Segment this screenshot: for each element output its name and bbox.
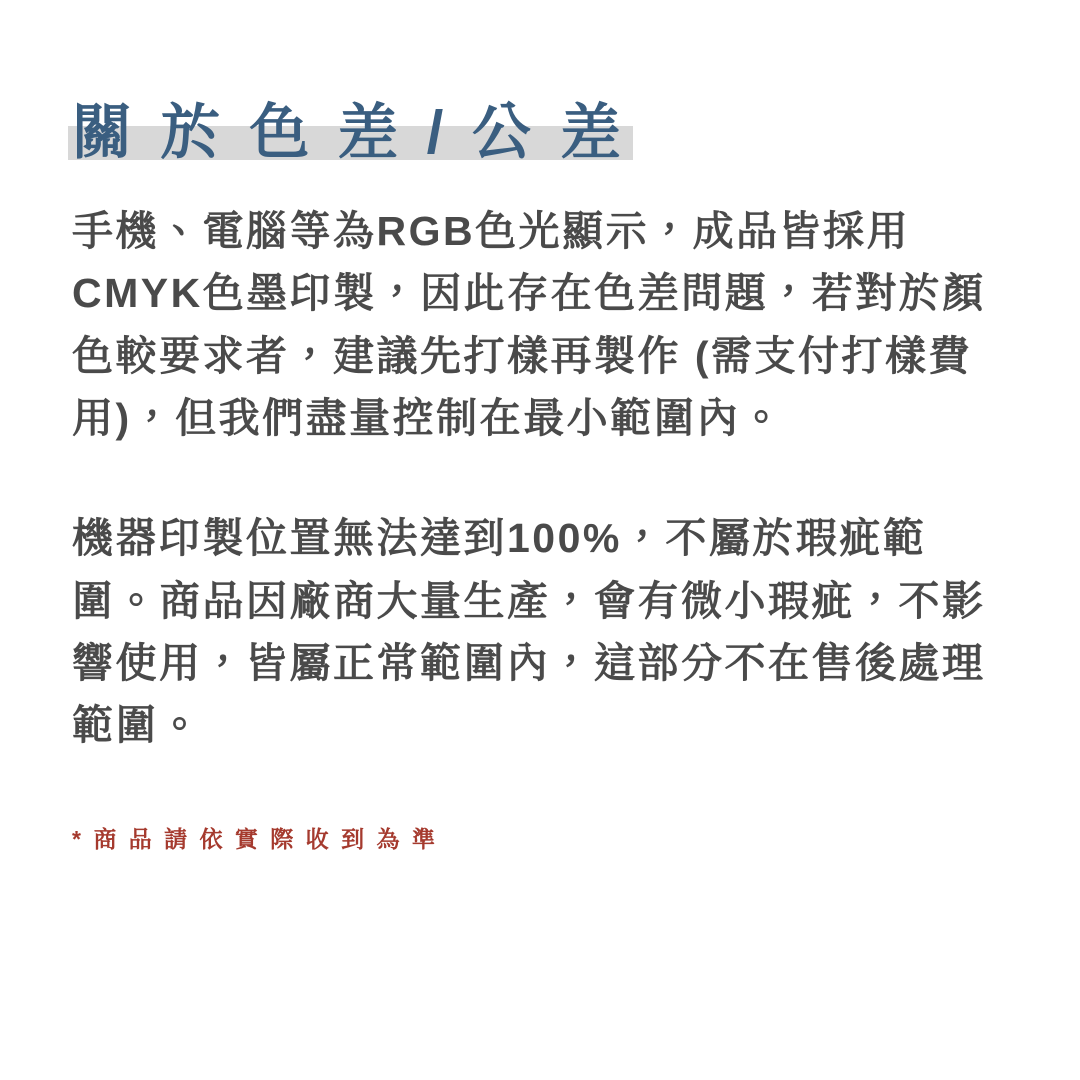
paragraph-color-difference: 手機、電腦等為RGB色光顯示，成品皆採用CMYK色墨印製，因此存在色差問題，若對於顏色較要求者，建議先打樣再製作 (需支付打樣費用)，但我們盡量控制在最小範圍內。 bbox=[72, 208, 986, 441]
page-title: 關 於 色 差 / 公 差 bbox=[72, 99, 627, 166]
page-title-wrapper bbox=[72, 100, 627, 166]
footnote-disclaimer: * 商 品 請 依 實 際 收 到 為 準 bbox=[72, 825, 438, 852]
paragraph-print-tolerance: 機器印製位置無法達到100%，不屬於瑕疵範圍。商品因廠商大量生產，會有微小瑕疵，不影響使用，皆屬正常範圍內，這部分不在售後處理範圍。 bbox=[72, 515, 986, 749]
